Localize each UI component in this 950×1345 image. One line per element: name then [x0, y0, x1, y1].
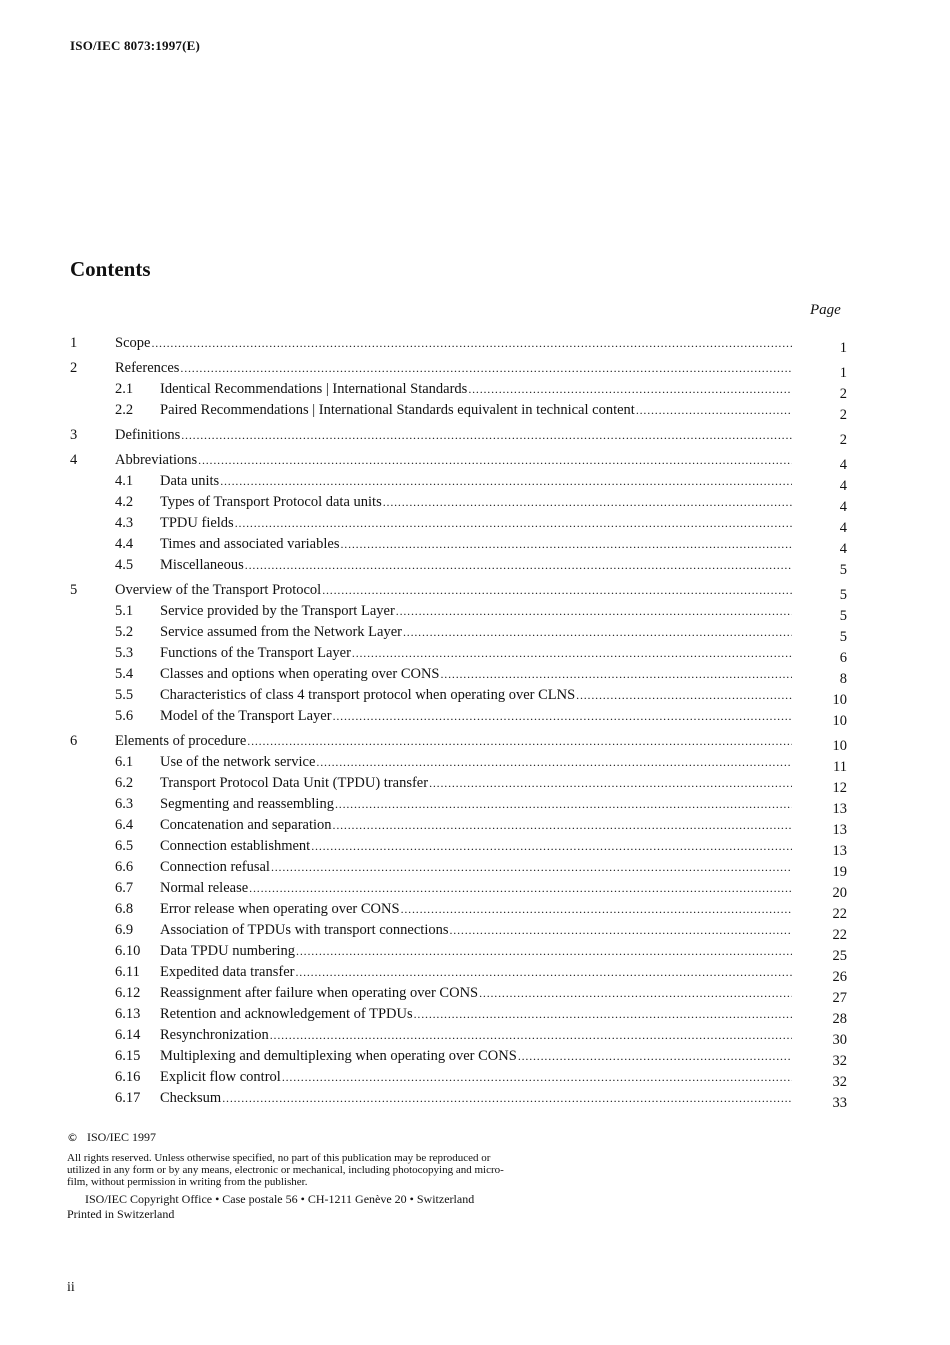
toc-entry[interactable] [0, 817, 950, 838]
toc-entry-leader [115, 427, 792, 444]
toc-entry-number: 6.7 [115, 880, 134, 896]
toc-entry-title: References [115, 360, 180, 376]
toc-entry-number: 6.1 [115, 754, 134, 770]
toc-entry-leader [160, 880, 792, 897]
toc-entry-number: 1 [70, 335, 78, 351]
toc-entry-title: Classes and options when operating over CONS [160, 666, 440, 682]
toc-entry[interactable] [0, 708, 950, 729]
copyright-line [67, 1131, 627, 1144]
toc-entry-leader [160, 603, 792, 620]
toc-entry-title: Types of Transport Protocol data units [160, 494, 382, 510]
toc-entry[interactable] [0, 943, 950, 964]
toc-entry[interactable] [0, 922, 950, 943]
toc-entry[interactable] [0, 733, 950, 754]
toc-entry-number: 4.4 [115, 536, 134, 552]
toc-entry-leader [160, 402, 792, 419]
toc-entry-number: 3 [70, 427, 78, 443]
dot-leader [333, 818, 792, 833]
toc-entry-title: Use of the network service [160, 754, 316, 770]
toc-entry-leader [115, 360, 792, 377]
toc-entry-title: Association of TPDUs with transport connections [160, 922, 449, 938]
toc-entry-leader [160, 708, 792, 725]
toc-entry-title: Overview of the Transport Protocol [115, 582, 322, 598]
toc-entry[interactable] [0, 1048, 950, 1069]
toc-entry-title: Times and associated variables [160, 536, 340, 552]
dot-leader [352, 646, 792, 661]
toc-entry-number: 4.1 [115, 473, 134, 489]
toc-entry-leader [160, 754, 792, 771]
toc-entry-title: TPDU fields [160, 515, 234, 531]
toc-entry-page: 2 [839, 386, 847, 402]
toc-entry-title: Data TPDU numbering [160, 943, 296, 959]
toc-entry-number: 6.17 [115, 1090, 141, 1106]
toc-entry-number: 4.2 [115, 494, 134, 510]
toc-entry-title: Scope [115, 335, 151, 351]
toc-entry-leader [160, 494, 792, 511]
toc-entry-leader [160, 515, 792, 532]
toc-entry-number: 6.2 [115, 775, 134, 791]
toc-entry-page: 13 [832, 822, 847, 838]
toc-entry[interactable] [0, 582, 950, 603]
toc-entry-number: 6.12 [115, 985, 141, 1001]
toc-entry-leader [115, 582, 792, 599]
toc-entry-leader [160, 624, 792, 641]
toc-entry-leader [160, 1069, 792, 1086]
toc-entry-page: 8 [839, 671, 847, 687]
dot-leader [636, 403, 792, 418]
toc-entry-number: 5.1 [115, 603, 134, 619]
toc-entry[interactable] [0, 901, 950, 922]
toc-entry-leader [160, 473, 792, 490]
dot-leader [247, 734, 792, 749]
toc-entry-leader [160, 381, 792, 398]
dot-leader [220, 474, 792, 489]
toc-entry-title: Identical Recommendations | International Standards [160, 381, 468, 397]
toc-entry-page: 32 [832, 1074, 847, 1090]
toc-entry-page: 4 [839, 499, 847, 515]
toc-entry-page: 30 [832, 1032, 847, 1048]
toc-entry-title: Normal release [160, 880, 249, 896]
toc-entry-number: 6.14 [115, 1027, 141, 1043]
dot-leader [340, 537, 792, 552]
dot-leader [468, 382, 792, 397]
copyright-block [67, 1131, 627, 1221]
toc-entry-title: Service assumed from the Network Layer [160, 624, 402, 640]
toc-entry[interactable] [0, 603, 950, 624]
toc-entry-page: 5 [839, 608, 847, 624]
toc-entry[interactable] [0, 1069, 950, 1090]
toc-entry-number: 2.2 [115, 402, 134, 418]
toc-entry-leader [160, 1090, 792, 1107]
dot-leader [322, 583, 792, 598]
toc-entry-title: Paired Recommendations | International Standards equivalent in technical content [160, 402, 635, 418]
toc-entry-title: Functions of the Transport Layer [160, 645, 351, 661]
copyright-office: ISO/IEC Copyright Office • Case postale 56 • CH-1211 Genève 20 • Switzerland [85, 1192, 475, 1206]
dot-leader [316, 755, 792, 770]
toc-entry-number: 2 [70, 360, 78, 376]
toc-entry-page: 28 [832, 1011, 847, 1027]
toc-entry-leader [160, 645, 792, 662]
dot-leader [401, 902, 792, 917]
toc-entry-leader [160, 838, 792, 855]
toc-entry[interactable] [0, 666, 950, 687]
toc-entry-title: Multiplexing and demultiplexing when operating over CONS [160, 1048, 517, 1064]
copyright-year: ISO/IEC 1997 [87, 1130, 156, 1144]
toc-entry-number: 6.13 [115, 1006, 141, 1022]
toc-entry-page: 5 [839, 587, 847, 603]
toc-entry-page: 5 [839, 562, 847, 578]
dot-leader [249, 881, 792, 896]
toc-entry-title: Elements of procedure [115, 733, 247, 749]
dot-leader [441, 667, 793, 682]
toc-entry[interactable] [0, 1006, 950, 1027]
toc-entry-number: 6.9 [115, 922, 134, 938]
dot-leader [181, 428, 792, 443]
toc-entry[interactable] [0, 360, 950, 381]
toc-entry-page: 10 [832, 738, 847, 754]
toc-entry-number: 4 [70, 452, 78, 468]
toc-entry-title: Service provided by the Transport Layer [160, 603, 395, 619]
toc-entry-page: 12 [832, 780, 847, 796]
toc-entry-page: 22 [832, 927, 847, 943]
dot-leader [383, 495, 792, 510]
toc-entry[interactable] [0, 402, 950, 423]
toc-entry-page: 13 [832, 801, 847, 817]
toc-entry-number: 5.5 [115, 687, 134, 703]
toc-entry[interactable] [0, 1090, 950, 1111]
toc-entry-page: 1 [839, 340, 847, 356]
toc-entry[interactable] [0, 859, 950, 880]
toc-entry-page: 26 [832, 969, 847, 985]
toc-entry-page: 10 [832, 713, 847, 729]
dot-leader [518, 1049, 792, 1064]
dot-leader [271, 860, 792, 875]
dot-leader [245, 558, 792, 573]
toc-entry-page: 22 [832, 906, 847, 922]
toc-entry-page: 20 [832, 885, 847, 901]
toc-entry-title: Connection refusal [160, 859, 270, 875]
toc-entry[interactable] [0, 494, 950, 515]
toc-entry[interactable] [0, 838, 950, 859]
toc-entry-page: 1 [839, 365, 847, 381]
toc-entry-title: Explicit flow control [160, 1069, 281, 1085]
toc-entry-leader [115, 335, 792, 352]
dot-leader [429, 776, 792, 791]
dot-leader [450, 923, 793, 938]
toc-entry-page: 2 [839, 407, 847, 423]
toc-entry-number: 6.11 [115, 964, 140, 980]
toc-entry-page: 2 [839, 432, 847, 448]
toc-entry-title: Definitions [115, 427, 181, 443]
toc-entry-leader [160, 796, 792, 813]
dot-leader [235, 516, 792, 531]
toc-entry[interactable] [0, 754, 950, 775]
toc-entry-title: Model of the Transport Layer [160, 708, 332, 724]
toc-entry-page: 33 [832, 1095, 847, 1111]
toc-entry-leader [160, 687, 792, 704]
dot-leader [403, 625, 792, 640]
dot-leader [414, 1007, 792, 1022]
toc-entry-page: 4 [839, 541, 847, 557]
toc-entry-page: 6 [839, 650, 847, 666]
table-of-contents [0, 335, 950, 1111]
toc-entry-title: Concatenation and separation [160, 817, 332, 833]
toc-entry-number: 5.6 [115, 708, 134, 724]
toc-entry-leader [160, 1006, 792, 1023]
toc-entry-title: Error release when operating over CONS [160, 901, 400, 917]
dot-leader [180, 361, 792, 376]
dot-leader [282, 1070, 792, 1085]
toc-entry-number: 6.5 [115, 838, 134, 854]
dot-leader [396, 604, 792, 619]
toc-entry-leader [160, 964, 792, 981]
toc-entry[interactable] [0, 645, 950, 666]
rights-line: All rights reserved. Unless otherwise specified, no part of this publication may be reproduced or [67, 1152, 491, 1164]
toc-entry-number: 5 [70, 582, 78, 598]
toc-entry[interactable] [0, 775, 950, 796]
toc-entry-leader [160, 985, 792, 1002]
toc-entry-number: 6.6 [115, 859, 134, 875]
toc-entry[interactable] [0, 335, 950, 356]
toc-entry-leader [160, 666, 792, 683]
toc-entry[interactable] [0, 796, 950, 817]
toc-entry-leader [160, 859, 792, 876]
toc-entry-page: 10 [832, 692, 847, 708]
toc-entry-leader [160, 901, 792, 918]
toc-entry-page: 4 [839, 520, 847, 536]
toc-entry-number: 6.10 [115, 943, 141, 959]
footer-page-number: ii [67, 1280, 75, 1295]
toc-entry[interactable] [0, 687, 950, 708]
toc-entry-leader [160, 775, 792, 792]
toc-entry-title: Abbreviations [115, 452, 198, 468]
dot-leader [198, 453, 792, 468]
toc-entry-page: 25 [832, 948, 847, 964]
printed-in: Printed in Switzerland [67, 1207, 175, 1221]
toc-entry-number: 6 [70, 733, 78, 749]
toc-entry-number: 4.5 [115, 557, 134, 573]
toc-entry-title: Expedited data transfer [160, 964, 295, 980]
toc-entry[interactable] [0, 427, 950, 448]
toc-entry-title: Transport Protocol Data Unit (TPDU) transfer [160, 775, 429, 791]
toc-entry-leader [160, 943, 792, 960]
dot-leader [576, 688, 792, 703]
dot-leader [311, 839, 792, 854]
toc-entry-number: 6.16 [115, 1069, 141, 1085]
toc-entry-page: 32 [832, 1053, 847, 1069]
toc-entry-title: Connection establishment [160, 838, 311, 854]
toc-entry-number: 5.2 [115, 624, 134, 640]
toc-entry-page: 13 [832, 843, 847, 859]
toc-entry[interactable] [0, 624, 950, 645]
toc-entry[interactable] [0, 381, 950, 402]
toc-entry-leader [115, 733, 792, 750]
toc-entry-page: 5 [839, 629, 847, 645]
toc-entry[interactable] [0, 536, 950, 557]
copyright-symbol: © [67, 1131, 78, 1144]
toc-entry-title: Reassignment after failure when operating over CONS [160, 985, 479, 1001]
toc-entry-title: Data units [160, 473, 220, 489]
toc-entry[interactable] [0, 964, 950, 985]
page-column-label: Page [810, 302, 841, 318]
toc-entry-leader [160, 817, 792, 834]
toc-entry[interactable] [0, 473, 950, 494]
toc-entry-leader [160, 1027, 792, 1044]
toc-entry-leader [160, 1048, 792, 1065]
toc-entry-title: Retention and acknowledgement of TPDUs [160, 1006, 413, 1022]
toc-entry-leader [160, 536, 792, 553]
toc-entry-number: 4.3 [115, 515, 134, 531]
dot-leader [333, 709, 792, 724]
rights-line: utilized in any form or by any means, electronic or mechanical, including photocopying and micro- [67, 1164, 504, 1176]
dot-leader [295, 965, 792, 980]
toc-entry-number: 5.3 [115, 645, 134, 661]
dot-leader [296, 944, 792, 959]
toc-entry[interactable] [0, 985, 950, 1006]
toc-entry-title: Characteristics of class 4 transport protocol when operating over CLNS [160, 687, 576, 703]
toc-entry-title: Resynchronization [160, 1027, 269, 1043]
toc-entry-page: 19 [832, 864, 847, 880]
toc-entry-title: Segmenting and reassembling [160, 796, 334, 812]
toc-entry[interactable] [0, 557, 950, 578]
toc-entry-leader [160, 557, 792, 574]
toc-entry-leader [160, 922, 792, 939]
toc-entry-page: 11 [833, 759, 847, 775]
toc-entry-number: 6.4 [115, 817, 134, 833]
toc-entry-number: 6.15 [115, 1048, 141, 1064]
rights-line: film, without permission in writing from the publisher. [67, 1176, 308, 1188]
document-id-header: ISO/IEC 8073:1997(E) [70, 38, 201, 53]
toc-entry-page: 27 [832, 990, 847, 1006]
dot-leader [222, 1091, 792, 1106]
dot-leader [479, 986, 792, 1001]
toc-entry-title: Checksum [160, 1090, 222, 1106]
dot-leader [270, 1028, 792, 1043]
dot-leader [335, 797, 792, 812]
toc-entry-number: 6.8 [115, 901, 134, 917]
toc-entry-leader [115, 452, 792, 469]
toc-entry[interactable] [0, 452, 950, 473]
toc-entry[interactable] [0, 515, 950, 536]
toc-entry-number: 6.3 [115, 796, 134, 812]
toc-entry-page: 4 [839, 457, 847, 473]
toc-entry-number: 2.1 [115, 381, 134, 397]
toc-entry-page: 4 [839, 478, 847, 494]
toc-entry-title: Miscellaneous [160, 557, 244, 573]
page-title: Contents [70, 257, 151, 281]
dot-leader [151, 336, 792, 351]
toc-entry[interactable] [0, 1027, 950, 1048]
toc-entry-number: 5.4 [115, 666, 134, 682]
toc-entry[interactable] [0, 880, 950, 901]
